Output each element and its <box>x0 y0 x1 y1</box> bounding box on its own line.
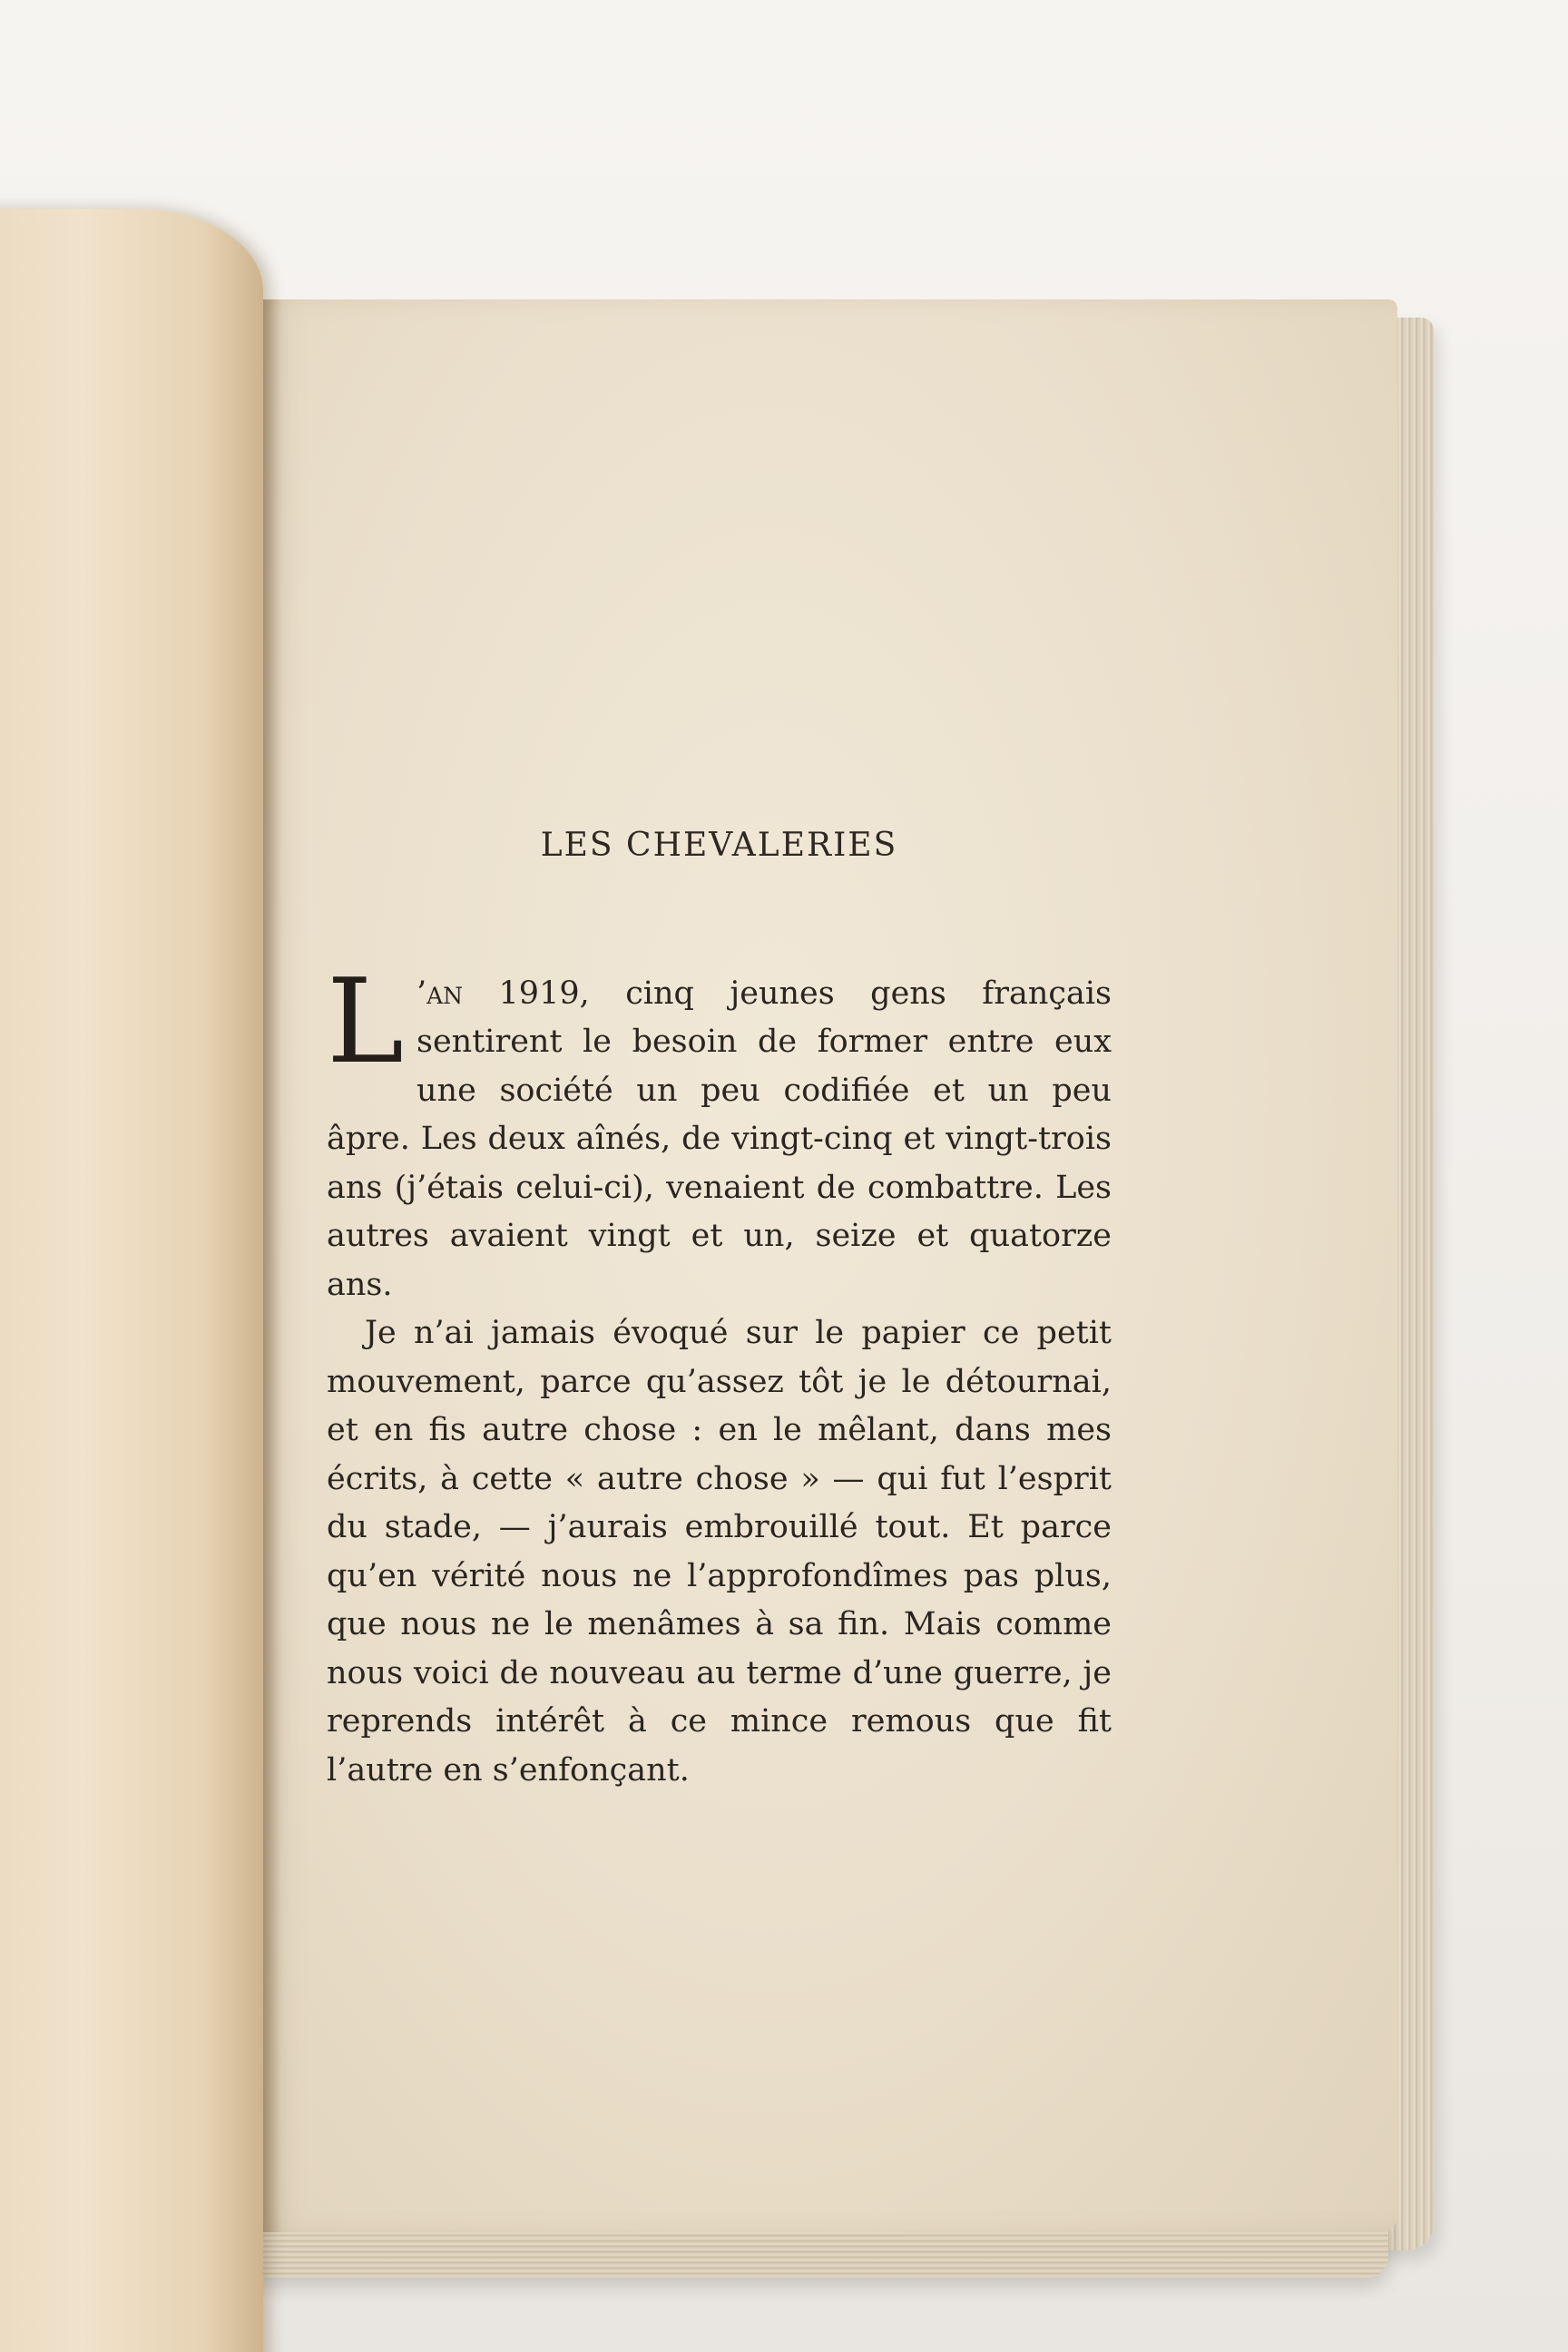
page-text <box>327 821 1112 1795</box>
paragraph-1 <box>327 954 1112 1310</box>
paragraph-2: Je n’ai jamais évoqué sur le papier ce petit mouvement, parce qu’assez tôt je le détournai, et en fis autre chose : en le mêlant, dans mes écrits, à cette « autre chose » — qui fut l’esprit du stade, — j’aurais embrouillé tout. Et parce qu’en vérité nous ne l’approfondîmes pas plus, que nous ne le menâmes à sa fin. Mais comme nous voici de nouveau au terme d’une guerre, je reprends intérêt à ce mince remous que fit l’autre en s’enfonçant. <box>327 1315 1112 1788</box>
lead-word: ’an <box>416 975 464 1012</box>
chapter-title: LES CHEVALERIES <box>540 827 898 864</box>
paragraph-1-text: 1919, cinq jeunes gens français sentirent le besoin de former entre eux une société un peu codifiée et un peu âpre. Les deux aînés, de vingt-cinq et vingt-trois ans (j’étais celui-ci), venaient de combattre. Les autres avaient vingt et un, seize et quatorze ans. <box>327 975 1112 1303</box>
left-page <box>0 209 263 2352</box>
drop-cap: L <box>327 954 404 1090</box>
